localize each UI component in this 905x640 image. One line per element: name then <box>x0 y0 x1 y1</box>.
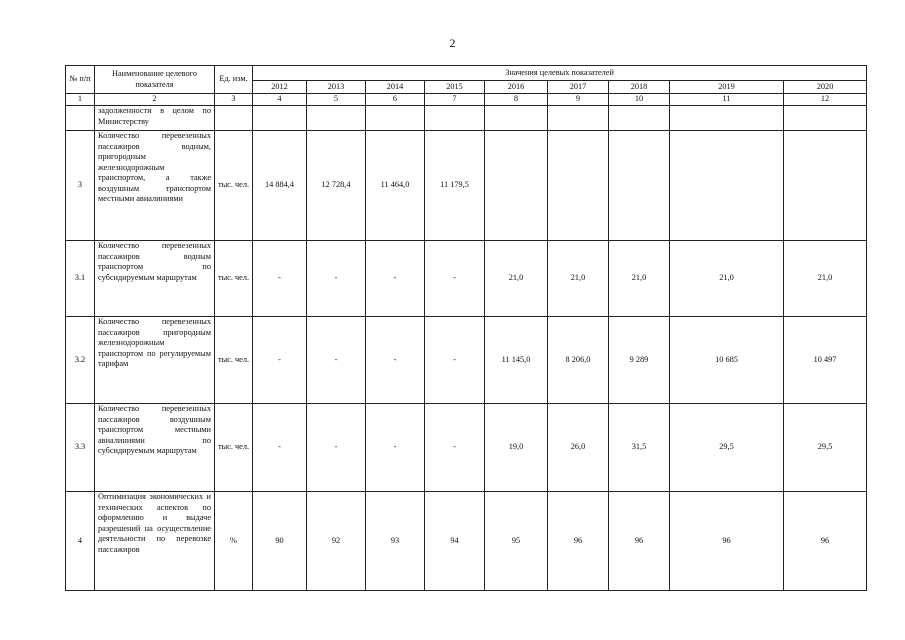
value-cell: 29,5 <box>784 404 867 492</box>
table-row <box>66 404 867 492</box>
col-number: 1 <box>66 94 95 106</box>
indicator-name: Количество перевезенных пассажиров водным транспортом по субсидируемым маршрутам <box>95 241 215 317</box>
value-cell: 11 179,5 <box>425 131 485 241</box>
value-cell: - <box>307 317 366 404</box>
table-row <box>66 106 867 131</box>
value-cell: - <box>253 404 307 492</box>
value-cell: 11 464,0 <box>366 131 425 241</box>
table-row <box>66 131 867 241</box>
col-number: 4 <box>253 94 307 106</box>
value-cell: 10 685 <box>670 317 784 404</box>
value-cell: 21,0 <box>548 241 609 317</box>
value-cell: 96 <box>609 492 670 591</box>
row-number <box>66 106 95 131</box>
indicator-name: Количество перевезенных пассажиров пригородным железнодорожным транспортом по регулируемым тарифам <box>95 317 215 404</box>
header-year: 2014 <box>366 81 425 94</box>
unit-cell: тыс. чел. <box>215 317 253 404</box>
value-cell: 96 <box>548 492 609 591</box>
col-number: 9 <box>548 94 609 106</box>
value-cell: 19,0 <box>485 404 548 492</box>
value-cell: 92 <box>307 492 366 591</box>
col-number: 3 <box>215 94 253 106</box>
indicator-name: Оптимизация экономических и технических аспектов по оформлению и выдаче разрешений на осуществление деятельности по перевозке пассажиров <box>95 492 215 591</box>
value-cell <box>307 106 366 131</box>
value-cell <box>609 106 670 131</box>
table-row <box>66 492 867 591</box>
value-cell: - <box>253 317 307 404</box>
value-cell: - <box>307 241 366 317</box>
unit-cell: тыс. чел. <box>215 241 253 317</box>
indicator-name: задолженности в целом по Министерству <box>95 106 215 131</box>
header-unit: Ед. изм. <box>215 66 253 94</box>
col-number: 8 <box>485 94 548 106</box>
col-number: 6 <box>366 94 425 106</box>
header-year: 2015 <box>425 81 485 94</box>
header-year: 2013 <box>307 81 366 94</box>
unit-cell <box>215 106 253 131</box>
value-cell: 14 884,4 <box>253 131 307 241</box>
value-cell: - <box>253 241 307 317</box>
value-cell: 93 <box>366 492 425 591</box>
value-cell <box>784 106 867 131</box>
value-cell <box>548 131 609 241</box>
value-cell: 26,0 <box>548 404 609 492</box>
value-cell <box>485 131 548 241</box>
value-cell <box>609 131 670 241</box>
col-number: 7 <box>425 94 485 106</box>
value-cell: 12 728,4 <box>307 131 366 241</box>
value-cell <box>485 106 548 131</box>
row-number: 3 <box>66 131 95 241</box>
row-number: 3.3 <box>66 404 95 492</box>
col-number: 12 <box>784 94 867 106</box>
value-cell: - <box>425 317 485 404</box>
value-cell: - <box>425 404 485 492</box>
header-num: № п/п <box>66 66 95 94</box>
row-number: 3.2 <box>66 317 95 404</box>
value-cell: - <box>366 317 425 404</box>
row-number: 4 <box>66 492 95 591</box>
col-number: 5 <box>307 94 366 106</box>
header-name: Наименование целевого показателя <box>95 66 215 94</box>
header-year: 2020 <box>784 81 867 94</box>
header-year: 2019 <box>670 81 784 94</box>
value-cell: 8 206,0 <box>548 317 609 404</box>
value-cell: 96 <box>784 492 867 591</box>
indicator-name: Количество перевезенных пассажиров воздушным транспортом местными авиалиниями по субсидируемым маршрутам <box>95 404 215 492</box>
target-indicators-table <box>65 65 867 591</box>
value-cell <box>253 106 307 131</box>
unit-cell: тыс. чел. <box>215 131 253 241</box>
value-cell: 21,0 <box>670 241 784 317</box>
value-cell <box>366 106 425 131</box>
value-cell: 90 <box>253 492 307 591</box>
col-number: 2 <box>95 94 215 106</box>
value-cell: 21,0 <box>609 241 670 317</box>
value-cell: - <box>425 241 485 317</box>
col-number: 10 <box>609 94 670 106</box>
header-values-group: Значения целевых показателей <box>253 66 867 81</box>
header-year: 2017 <box>548 81 609 94</box>
row-number: 3.1 <box>66 241 95 317</box>
header-year: 2018 <box>609 81 670 94</box>
value-cell: 29,5 <box>670 404 784 492</box>
unit-cell: тыс. чел. <box>215 404 253 492</box>
value-cell <box>670 131 784 241</box>
value-cell: 21,0 <box>784 241 867 317</box>
value-cell: 96 <box>670 492 784 591</box>
value-cell <box>784 131 867 241</box>
page-number: 2 <box>449 36 456 50</box>
value-cell <box>548 106 609 131</box>
table-row <box>66 241 867 317</box>
value-cell <box>425 106 485 131</box>
table-row <box>66 317 867 404</box>
value-cell: - <box>366 404 425 492</box>
indicator-name: Количество перевезенных пассажиров водным, пригородным железнодорожным транспортом, а также воздушным транспортом местными авиалиниями <box>95 131 215 241</box>
value-cell: 94 <box>425 492 485 591</box>
column-numbers-row <box>66 94 867 106</box>
value-cell: - <box>307 404 366 492</box>
col-number: 11 <box>670 94 784 106</box>
header-year: 2012 <box>253 81 307 94</box>
value-cell: 11 145,0 <box>485 317 548 404</box>
value-cell: - <box>366 241 425 317</box>
value-cell: 21,0 <box>485 241 548 317</box>
value-cell: 31,5 <box>609 404 670 492</box>
value-cell: 10 497 <box>784 317 867 404</box>
header-row <box>66 66 867 81</box>
value-cell <box>670 106 784 131</box>
unit-cell: % <box>215 492 253 591</box>
header-year: 2016 <box>485 81 548 94</box>
value-cell: 9 289 <box>609 317 670 404</box>
value-cell: 95 <box>485 492 548 591</box>
